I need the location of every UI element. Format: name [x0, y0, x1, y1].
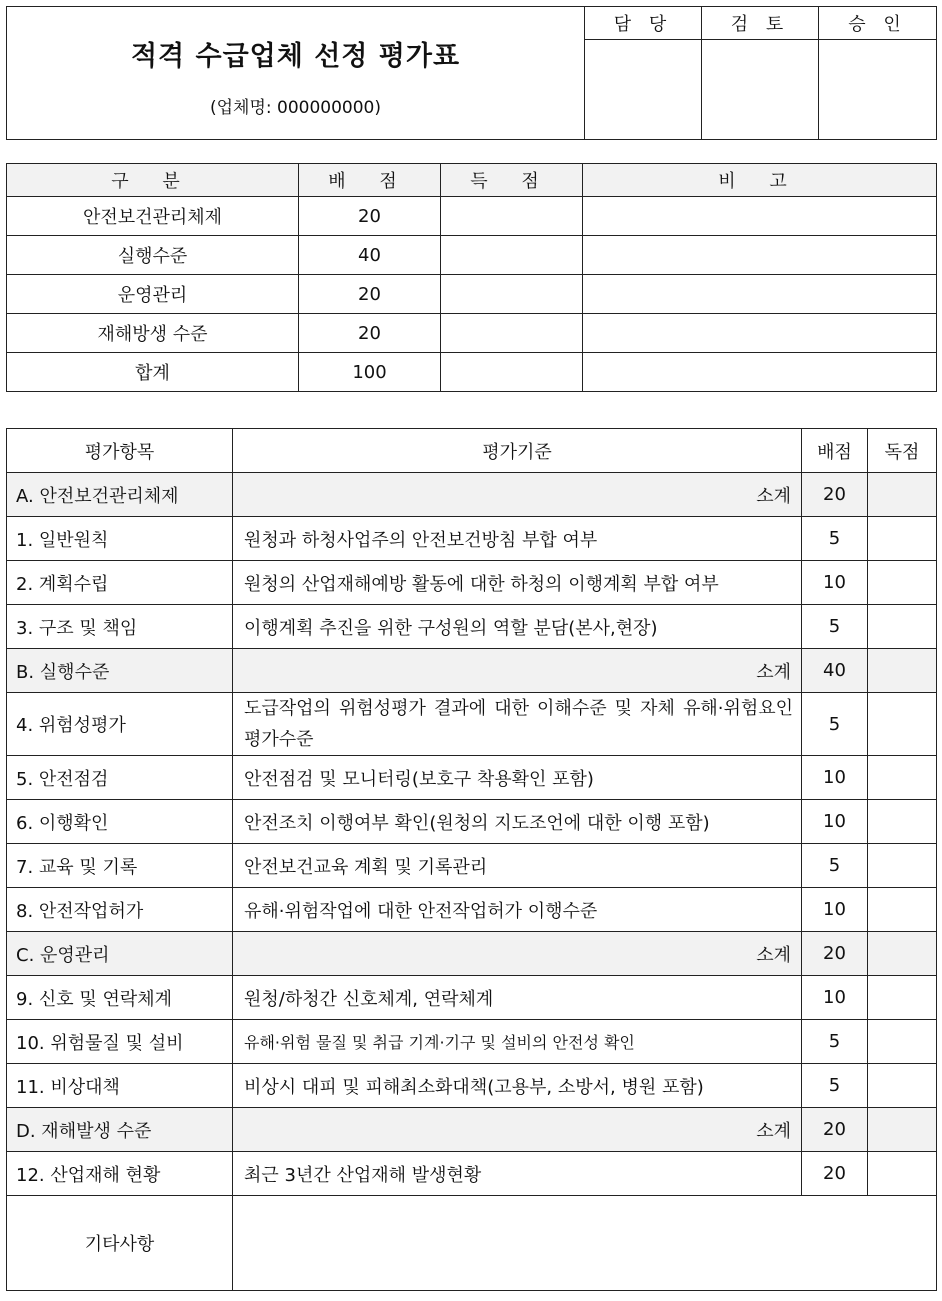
- summary-note-cell[interactable]: [583, 275, 937, 314]
- summary-score-cell[interactable]: [441, 353, 583, 392]
- approval-sign-approve[interactable]: [819, 40, 937, 140]
- item-score-cell[interactable]: [868, 756, 937, 800]
- section-score-cell[interactable]: [868, 1108, 937, 1152]
- item-score-cell[interactable]: [868, 800, 937, 844]
- item-points: 10: [802, 561, 868, 605]
- eval-header-points: 배점: [802, 429, 868, 473]
- item-criteria: 원청/하청간 신호체계, 연락체계: [233, 976, 802, 1020]
- summary-score-cell[interactable]: [441, 314, 583, 353]
- eval-header-score: 독점: [868, 429, 937, 473]
- item-row: [7, 800, 937, 844]
- item-score-cell[interactable]: [868, 693, 937, 756]
- title-cell: [7, 7, 585, 140]
- item-criteria: 비상시 대피 및 피해최소화대책(고용부, 소방서, 병원 포함): [233, 1064, 802, 1108]
- summary-score-cell[interactable]: [441, 236, 583, 275]
- item-row: [7, 1020, 937, 1064]
- item-score-cell[interactable]: [868, 844, 937, 888]
- summary-note-cell[interactable]: [583, 197, 937, 236]
- item-criteria: 안전보건교육 계획 및 기록관리: [233, 844, 802, 888]
- section-points: 40: [802, 649, 868, 693]
- summary-row: [7, 314, 937, 353]
- summary-total-row: [7, 353, 937, 392]
- summary-category: 운영관리: [7, 275, 299, 314]
- summary-header-note: 비 고: [583, 164, 937, 197]
- approval-header-charge: 담 당: [585, 7, 702, 40]
- section-title: D. 재해발생 수준: [7, 1108, 233, 1152]
- summary-header-score: 득 점: [441, 164, 583, 197]
- summary-row: [7, 197, 937, 236]
- summary-points: 20: [299, 314, 441, 353]
- item-name: 4. 위험성평가: [7, 693, 233, 756]
- subtotal-label: 소계: [233, 932, 802, 976]
- section-row: [7, 473, 937, 517]
- item-row: [7, 976, 937, 1020]
- header-table: [6, 6, 937, 140]
- item-score-cell[interactable]: [868, 1020, 937, 1064]
- item-points: 5: [802, 693, 868, 756]
- approval-sign-charge[interactable]: [585, 40, 702, 140]
- item-criteria: 도급작업의 위험성평가 결과에 대한 이해수준 및 자체 유해·위험요인 평가수준: [233, 693, 802, 756]
- summary-header-points: 배 점: [299, 164, 441, 197]
- item-row: [7, 605, 937, 649]
- item-points: 5: [802, 1064, 868, 1108]
- item-name: 1. 일반원칙: [7, 517, 233, 561]
- item-name: 8. 안전작업허가: [7, 888, 233, 932]
- approval-header-approve: 승 인: [819, 7, 937, 40]
- evaluation-header-row: [7, 429, 937, 473]
- item-points: 5: [802, 1020, 868, 1064]
- section-score-cell[interactable]: [868, 473, 937, 517]
- item-row: [7, 693, 937, 756]
- etc-content-cell[interactable]: [233, 1196, 937, 1291]
- evaluation-table: [6, 428, 937, 1291]
- item-points: 10: [802, 888, 868, 932]
- subtotal-label: 소계: [233, 473, 802, 517]
- summary-category: 재해방생 수준: [7, 314, 299, 353]
- section-title: C. 운영관리: [7, 932, 233, 976]
- item-score-cell[interactable]: [868, 605, 937, 649]
- item-name: 12. 산업재해 현황: [7, 1152, 233, 1196]
- item-name: 3. 구조 및 책임: [7, 605, 233, 649]
- item-name: 2. 계획수립: [7, 561, 233, 605]
- summary-score-cell[interactable]: [441, 197, 583, 236]
- summary-header-row: [7, 164, 937, 197]
- approval-sign-review[interactable]: [702, 40, 819, 140]
- item-row: [7, 844, 937, 888]
- summary-points: 40: [299, 236, 441, 275]
- approval-header-review: 검 토: [702, 7, 819, 40]
- item-score-cell[interactable]: [868, 1064, 937, 1108]
- item-points: 5: [802, 605, 868, 649]
- section-row: [7, 649, 937, 693]
- item-row: [7, 1064, 937, 1108]
- summary-table: [6, 163, 937, 392]
- item-points: 20: [802, 1152, 868, 1196]
- summary-note-cell[interactable]: [583, 314, 937, 353]
- section-score-cell[interactable]: [868, 932, 937, 976]
- item-score-cell[interactable]: [868, 517, 937, 561]
- item-points: 10: [802, 756, 868, 800]
- section-points: 20: [802, 932, 868, 976]
- item-criteria: 안전조치 이행여부 확인(원청의 지도조언에 대한 이행 포함): [233, 800, 802, 844]
- summary-note-cell[interactable]: [583, 236, 937, 275]
- item-row: [7, 561, 937, 605]
- item-criteria: 원청의 산업재해예방 활동에 대한 하청의 이행계획 부합 여부: [233, 561, 802, 605]
- item-name: 11. 비상대책: [7, 1064, 233, 1108]
- item-criteria: 원청과 하청사업주의 안전보건방침 부합 여부: [233, 517, 802, 561]
- section-title: B. 실행수준: [7, 649, 233, 693]
- item-criteria: 안전점검 및 모니터링(보호구 착용확인 포함): [233, 756, 802, 800]
- item-name: 10. 위험물질 및 설비: [7, 1020, 233, 1064]
- item-row: [7, 888, 937, 932]
- section-points: 20: [802, 473, 868, 517]
- section-row: [7, 1108, 937, 1152]
- item-points: 5: [802, 517, 868, 561]
- item-name: 9. 신호 및 연락체계: [7, 976, 233, 1020]
- section-score-cell[interactable]: [868, 649, 937, 693]
- item-name: 6. 이행확인: [7, 800, 233, 844]
- subtotal-label: 소계: [233, 1108, 802, 1152]
- summary-header-category: 구 분: [7, 164, 299, 197]
- item-score-cell[interactable]: [868, 976, 937, 1020]
- item-row: [7, 756, 937, 800]
- item-score-cell[interactable]: [868, 1152, 937, 1196]
- summary-category: 합계: [7, 353, 299, 392]
- item-name: 5. 안전점검: [7, 756, 233, 800]
- summary-points: 100: [299, 353, 441, 392]
- item-row: [7, 517, 937, 561]
- summary-points: 20: [299, 197, 441, 236]
- item-points: 10: [802, 800, 868, 844]
- section-points: 20: [802, 1108, 868, 1152]
- etc-row: [7, 1196, 937, 1291]
- item-criteria: 유해·위험 물질 및 취급 기계·기구 및 설비의 안전성 확인: [233, 1020, 802, 1064]
- section-title: A. 안전보건관리체제: [7, 473, 233, 517]
- summary-note-cell[interactable]: [583, 353, 937, 392]
- eval-header-criteria: 평가기준: [233, 429, 802, 473]
- summary-points: 20: [299, 275, 441, 314]
- eval-header-item: 평가항목: [7, 429, 233, 473]
- section-row: [7, 932, 937, 976]
- etc-label: 기타사항: [7, 1196, 233, 1291]
- document-title: 적격 수급업체 선정 평가표: [130, 41, 461, 72]
- item-criteria: 최근 3년간 산업재해 발생현황: [233, 1152, 802, 1196]
- item-criteria: 이행계획 추진을 위한 구성원의 역할 분담(본사,현장): [233, 605, 802, 649]
- company-name: (업체명: 000000000): [209, 98, 381, 118]
- subtotal-label: 소계: [233, 649, 802, 693]
- summary-row: [7, 275, 937, 314]
- item-name: 7. 교육 및 기록: [7, 844, 233, 888]
- summary-score-cell[interactable]: [441, 275, 583, 314]
- item-points: 5: [802, 844, 868, 888]
- summary-row: [7, 236, 937, 275]
- item-criteria: 유해·위험작업에 대한 안전작업허가 이행수준: [233, 888, 802, 932]
- item-row: [7, 1152, 937, 1196]
- summary-category: 안전보건관리체제: [7, 197, 299, 236]
- summary-category: 실행수준: [7, 236, 299, 275]
- item-score-cell[interactable]: [868, 888, 937, 932]
- item-points: 10: [802, 976, 868, 1020]
- item-score-cell[interactable]: [868, 561, 937, 605]
